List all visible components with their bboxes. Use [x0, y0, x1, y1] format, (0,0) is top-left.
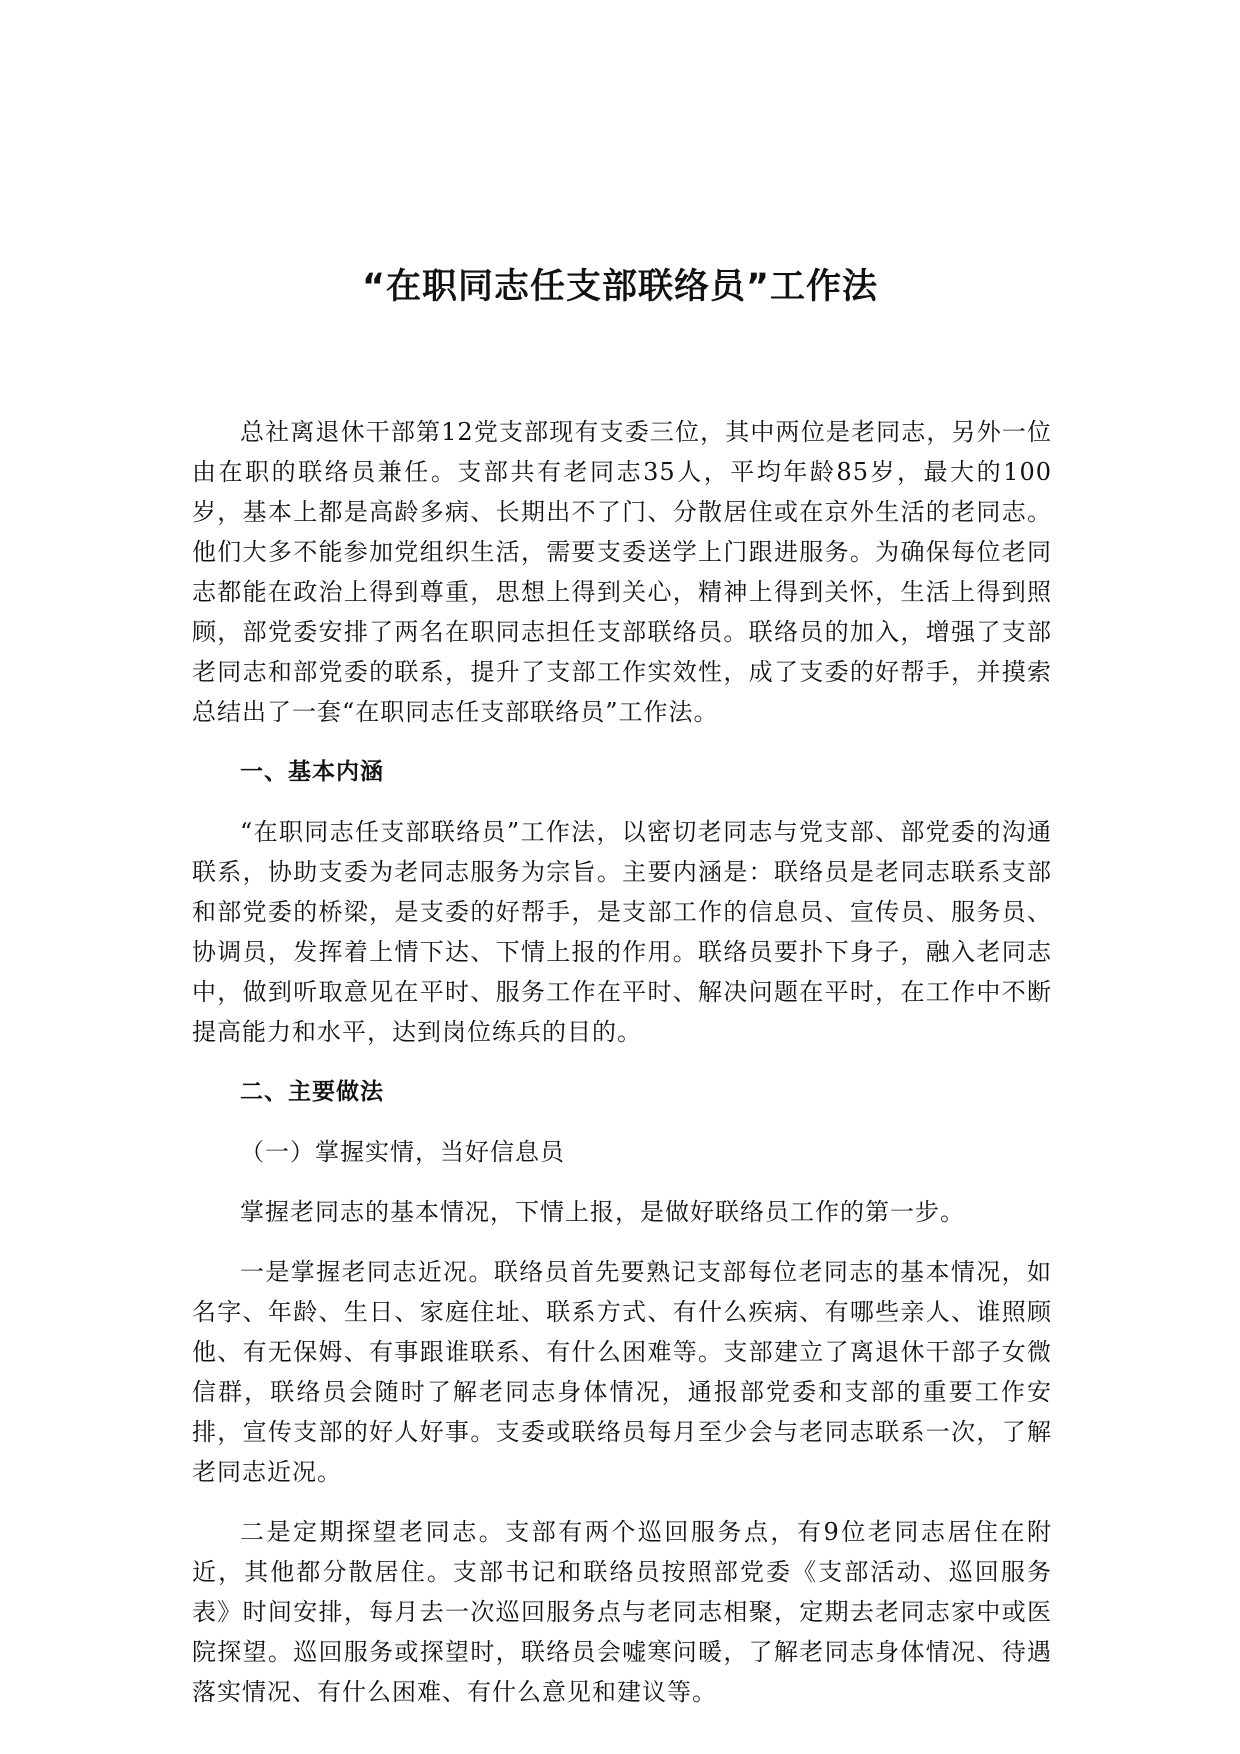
document-title: “在职同志任支部联络员”工作法	[361, 267, 878, 307]
section-heading-main-practices: 二、主要做法	[240, 1079, 384, 1105]
section-heading-basic-meaning: 一、基本内涵	[240, 759, 384, 785]
point-one-paragraph: 一是掌握老同志近况。联络员首先要熟记支部每位老同志的基本情况，如名字、年龄、生日、家庭住址、联系方式、有什么疾病、有哪些亲人、谁照顾他、有无保姆、有事跟谁联系、有什么困难等。支部建立了离退休干部子女微信群，联络员会随时了解老同志身体情况，通报部党委和支部的重要工作安排，宣传支部的好人好事。支委或联络员每月至少会与老同志联系一次，了解老同志近况。	[192, 1258, 1052, 1486]
section-basic-meaning-paragraph: “在职同志任支部联络员”工作法，以密切老同志与党支部、部党委的沟通联系，协助支委为老同志服务为宗旨。主要内涵是：联络员是老同志联系支部和部党委的桥梁，是支委的好帮手，是支部工作的信息员、宣传员、服务员、协调员，发挥着上情下达、下情上报的作用。联络员要扑下身子，融入老同志中，做到听取意见在平时、服务工作在平时、解决问题在平时，在工作中不断提高能力和水平，达到岗位练兵的目的。	[192, 818, 1052, 1046]
subsection-lead-paragraph: 掌握老同志的基本情况，下情上报，是做好联络员工作的第一步。	[240, 1198, 965, 1226]
subsection-heading-information: （一）掌握实情，当好信息员	[240, 1138, 565, 1166]
document-body	[192, 412, 1052, 1712]
point-two-paragraph: 二是定期探望老同志。支部有两个巡回服务点，有9位老同志居住在附近，其他都分散居住。支部书记和联络员按照部党委《支部活动、巡回服务表》时间安排，每月去一次巡回服务点与老同志相聚，定期去老同志家中或医院探望。巡回服务或探望时，联络员会嘘寒问暖，了解老同志身体情况、待遇落实情况、有什么困难、有什么意见和建议等。	[192, 1518, 1052, 1706]
intro-paragraph: 总社离退休干部第12党支部现有支委三位，其中两位是老同志，另外一位由在职的联络员兼任。支部共有老同志35人，平均年龄85岁，最大的100岁，基本上都是高龄多病、长期出不了门、分散居住或在京外生活的老同志。他们大多不能参加党组织生活，需要支委送学上门跟进服务。为确保每位老同志都能在政治上得到尊重，思想上得到关心，精神上得到关怀，生活上得到照顾，部党委安排了两名在职同志担任支部联络员。联络员的加入，增强了支部老同志和部党委的联系，提升了支部工作实效性，成了支委的好帮手，并摸索总结出了一套“在职同志任支部联络员”工作法。	[192, 418, 1052, 726]
